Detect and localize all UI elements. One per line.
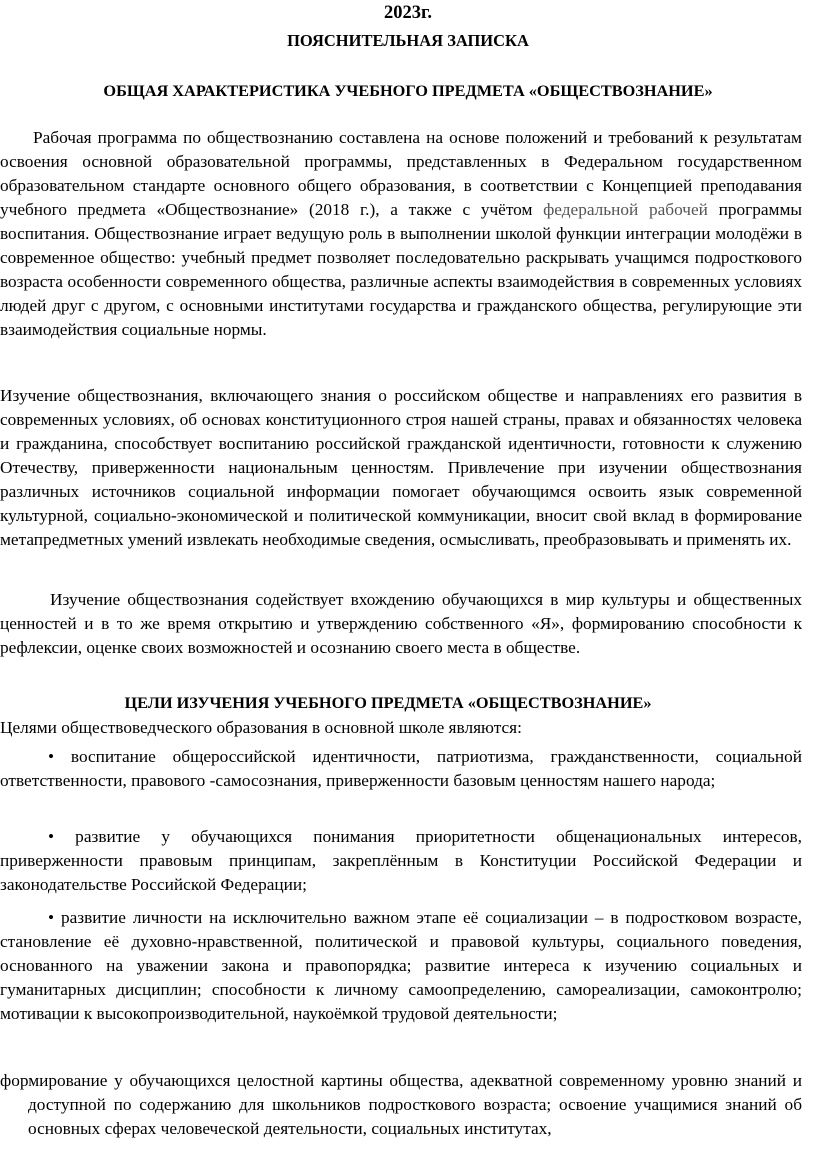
paragraph-text: Рабочая программа по обществознанию составлена на основе положений и требований к результатам освоения основной образовательной программы, представленных в Федеральном государственном образовательном стандарте основного общего образования, в соответствии с Концепцией преподавания учебного предмета «Обществознание» (2018 г.), а также с учётом <box>0 128 802 219</box>
paragraph-study-importance: Изучение обществознания, включающего знания о российском обществе и направлениях его развития в современных условиях, об основах конституционного строя нашей страны, правах и обязанностях человека и гражданина, способствует воспитанию российской гражданской идентичности, готовности к служению Отечеству, приверженности национальным ценностям. Привлечение при изучении обществознания различных источников социальной информации помогает обучающимся освоить язык современной культурной, социально-экономической и политической коммуникации, вносит свой вклад в формирование метапредметных умений извлекать необходимые сведения, осмысливать, преобразовывать и применять их. <box>0 386 802 549</box>
paragraph-text: программы воспитания. Обществознание играет ведущую роль в выполнении школой функции интеграции молодёжи в современное общество: учебный предмет позволяет последовательно раскрывать учащимся подросткового возраста особенности современного общества, различные аспекты взаимодействия в современных условиях людей друг с другом, с основными институтами государства и гражданского общества, регулирующие эти взаимодействия социальные нормы. <box>0 200 803 339</box>
section-heading-characteristics: ОБЩАЯ ХАРАКТЕРИСТИКА УЧЕБНОГО ПРЕДМЕТА «ОБЩЕСТВОЗНАНИЕ» <box>103 81 713 100</box>
paragraph-program-basis <box>0 126 802 342</box>
paragraph-culture-entry: Изучение обществознания содействует вхождению обучающихся в мир культуры и общественных ценностей и в то же время открытию и утверждению собственного «Я», формированию способности к рефлексии, оценке своих возможностей и осознанию своего места в обществе. <box>0 590 802 657</box>
paragraph-text: формирование у обучающихся целостной картины общества, адекватной современному уровню знаний и доступной по содержанию для школьников подросткового возраста; освоение учащимися знаний об основных сферах человеческой деятельности, социальных институтах, <box>0 1071 802 1138</box>
section-heading-goals: ЦЕЛИ ИЗУЧЕНИЯ УЧЕБНОГО ПРЕДМЕТА «ОБЩЕСТВОЗНАНИЕ» <box>124 693 652 712</box>
goal-list-item: • развитие у обучающихся понимания приоритетности общенациональных интересов, приверженности правовым принципам, закреплённым в Конституции Российской Федерации и законодательстве Российской Федерации; <box>0 827 802 894</box>
highlighted-text: федеральной рабочей <box>543 200 708 219</box>
goal-list-item: • развитие личности на исключительно важном этапе её социализации – в подростковом возрасте, становление её духовно-нравственной, политической и правовой культуры, социального поведения, основанного на уважении закона и правопорядка; развитие интереса к изучению социальных и гуманитарных дисциплин; способности к личному самоопределению, самореализации, самоконтролю; мотивации к высокопроизводительной, наукоёмкой трудовой деятельности; <box>0 908 802 1023</box>
goal-list-item: • воспитание общероссийской идентичности, патриотизма, гражданственности, социальной ответственности, правового -самосознания, приверженности базовым ценностям нашего народа; <box>0 747 802 790</box>
document-title: ПОЯСНИТЕЛЬНАЯ ЗАПИСКА <box>287 31 529 50</box>
goal-list-item-continued <box>0 1069 802 1141</box>
goals-intro: Целями обществоведческого образования в основной школе являются: <box>0 718 522 737</box>
document-year: 2023г. <box>384 3 432 23</box>
